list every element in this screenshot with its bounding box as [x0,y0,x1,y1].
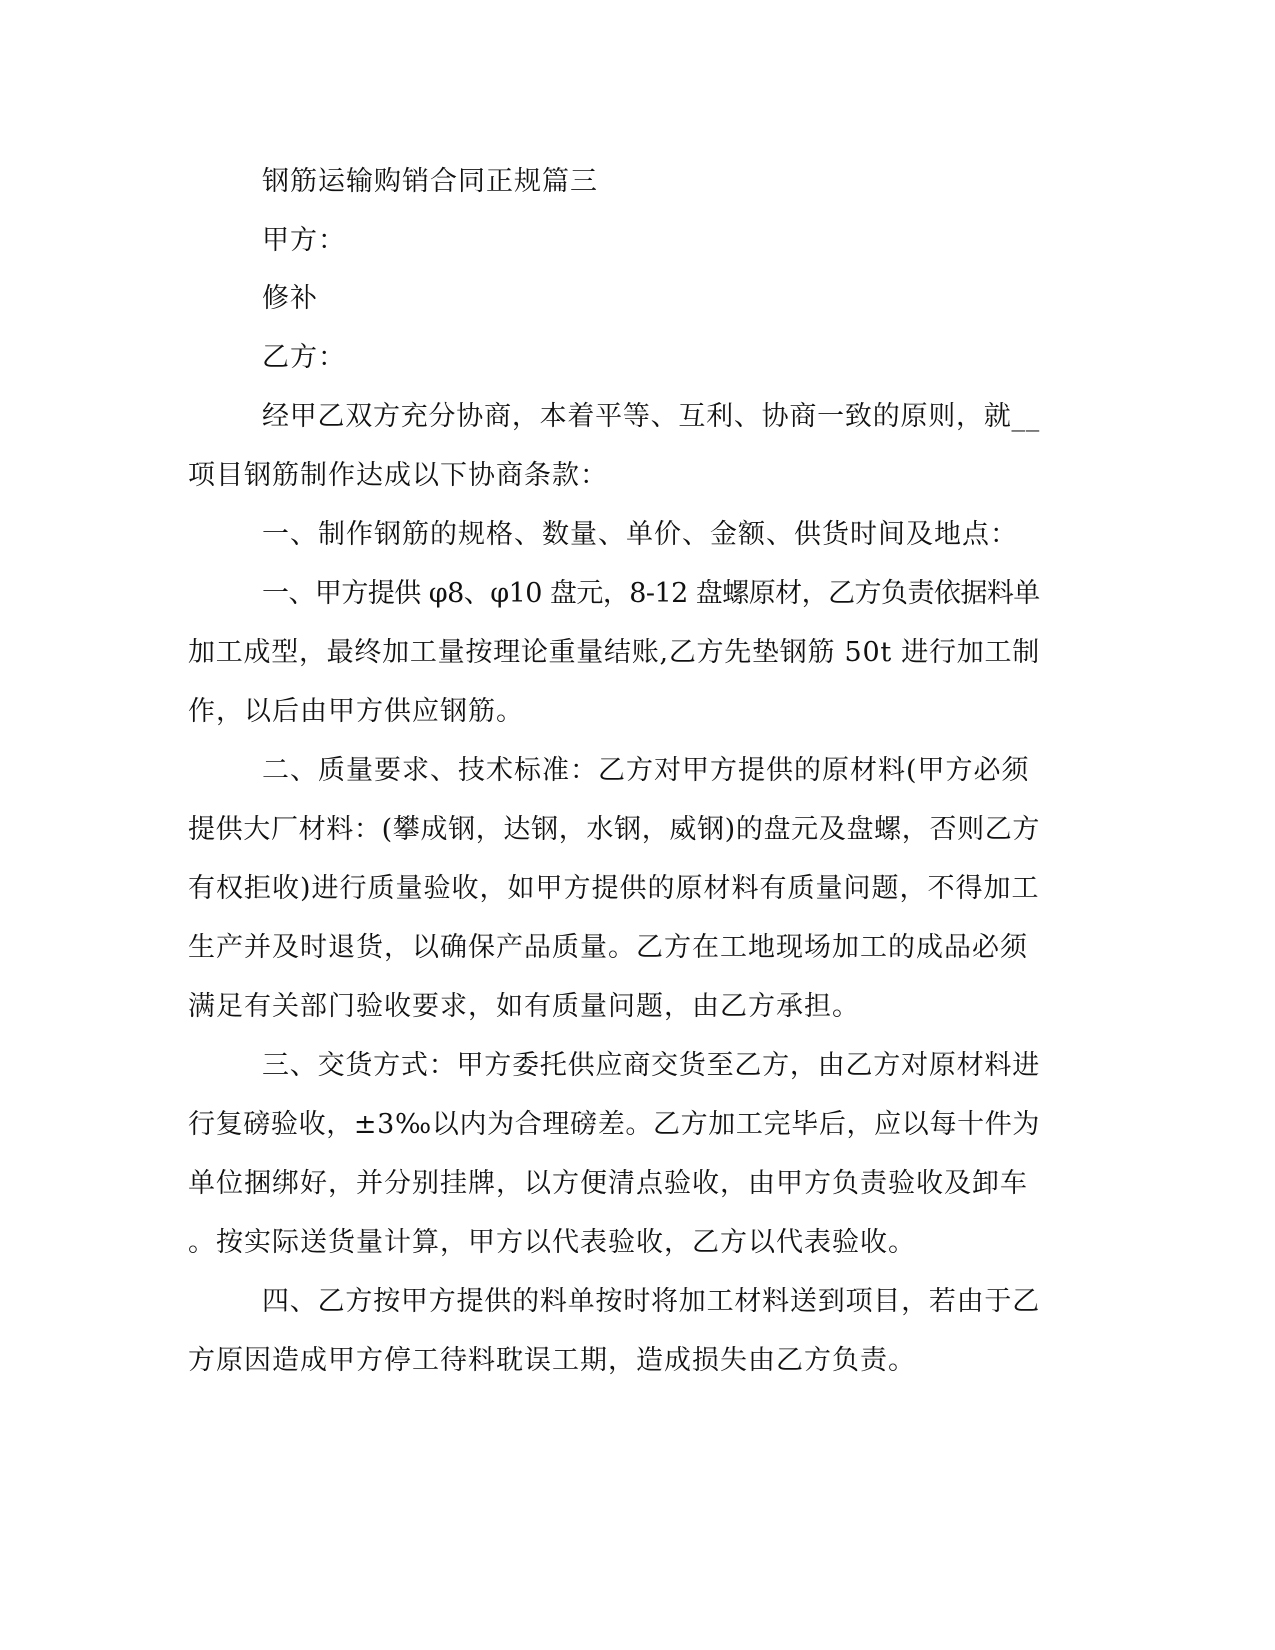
paragraph-line [0,977,1275,1037]
paragraph-text: 行复磅验收，±3‰以内为合理磅差。乙方加工完毕后，应以每十件为 [188,1109,1041,1140]
party-b-line [0,328,1275,388]
paragraph-text: 满足有关部门验收要求，如有质量问题，由乙方承担。 [188,991,860,1022]
paragraph-text: 提供大厂材料：(攀成钢，达钢，水钢，威钢)的盘元及盘螺，否则乙方 [188,814,1041,845]
party-a-label: 甲方： [262,225,346,256]
paragraph-line [0,564,1275,624]
section-heading: 一、制作钢筋的规格、数量、单价、金额、供货时间及地点： [262,519,1018,550]
paragraph-text: 作，以后由甲方供应钢筋。 [188,696,524,727]
paragraph-line [0,1036,1275,1096]
paragraph-text: 项目钢筋制作达成以下协商条款： [188,460,608,491]
paragraph-line [0,1331,1275,1391]
party-b-label: 乙方： [262,342,346,373]
paragraph-text: 二、质量要求、技术标准：乙方对甲方提供的原材料(甲方必须 [262,755,1030,786]
paragraph-text: 生产并及时退货，以确保产品质量。乙方在工地现场加工的成品必须 [188,932,1028,963]
paragraph-text: 单位捆绑好，并分别挂牌，以方便清点验收，由甲方负责验收及卸车 [188,1168,1028,1199]
paragraph-text: 。按实际送货量计算，甲方以代表验收，乙方以代表验收。 [188,1227,916,1258]
paragraph-line [0,1154,1275,1214]
paragraph-text: 加工成型，最终加工量按理论重量结账,乙方先垫钢筋 50t 进行加工制 [188,637,1040,668]
note-line [0,269,1275,329]
paragraph-line [0,1213,1275,1273]
paragraph-text: 一、甲方提供 φ8、φ10 盘元，8-12 盘螺原材，乙方负责依据料单 [262,578,1040,609]
paragraph-line [0,1095,1275,1155]
paragraph-text: 四、乙方按甲方提供的料单按时将加工材料送到项目，若由于乙 [262,1286,1040,1317]
section-heading-line [0,505,1275,565]
paragraph-line [0,859,1275,919]
paragraph-line [0,1272,1275,1332]
paragraph-line [0,446,1275,506]
paragraph-line [0,918,1275,978]
paragraph-text: 有权拒收)进行质量验收，如甲方提供的原材料有质量问题，不得加工 [188,873,1040,904]
paragraph-text: 经甲乙双方充分协商，本着平等、互利、协商一致的原则，就__ [262,401,1040,432]
paragraph-line [0,387,1275,447]
paragraph-line [0,741,1275,801]
paragraph-line [0,682,1275,742]
paragraph-line [0,623,1275,683]
paragraph-text: 三、交货方式：甲方委托供应商交货至乙方，由乙方对原材料进 [262,1050,1040,1081]
paragraph-text: 方原因造成甲方停工待料耽误工期，造成损失由乙方负责。 [188,1345,916,1376]
document-title: 钢筋运输购销合同正规篇三 [262,166,598,197]
note-text: 修补 [262,283,318,314]
party-a-line [0,211,1275,271]
paragraph-line [0,800,1275,860]
document-title-line [0,152,1275,212]
